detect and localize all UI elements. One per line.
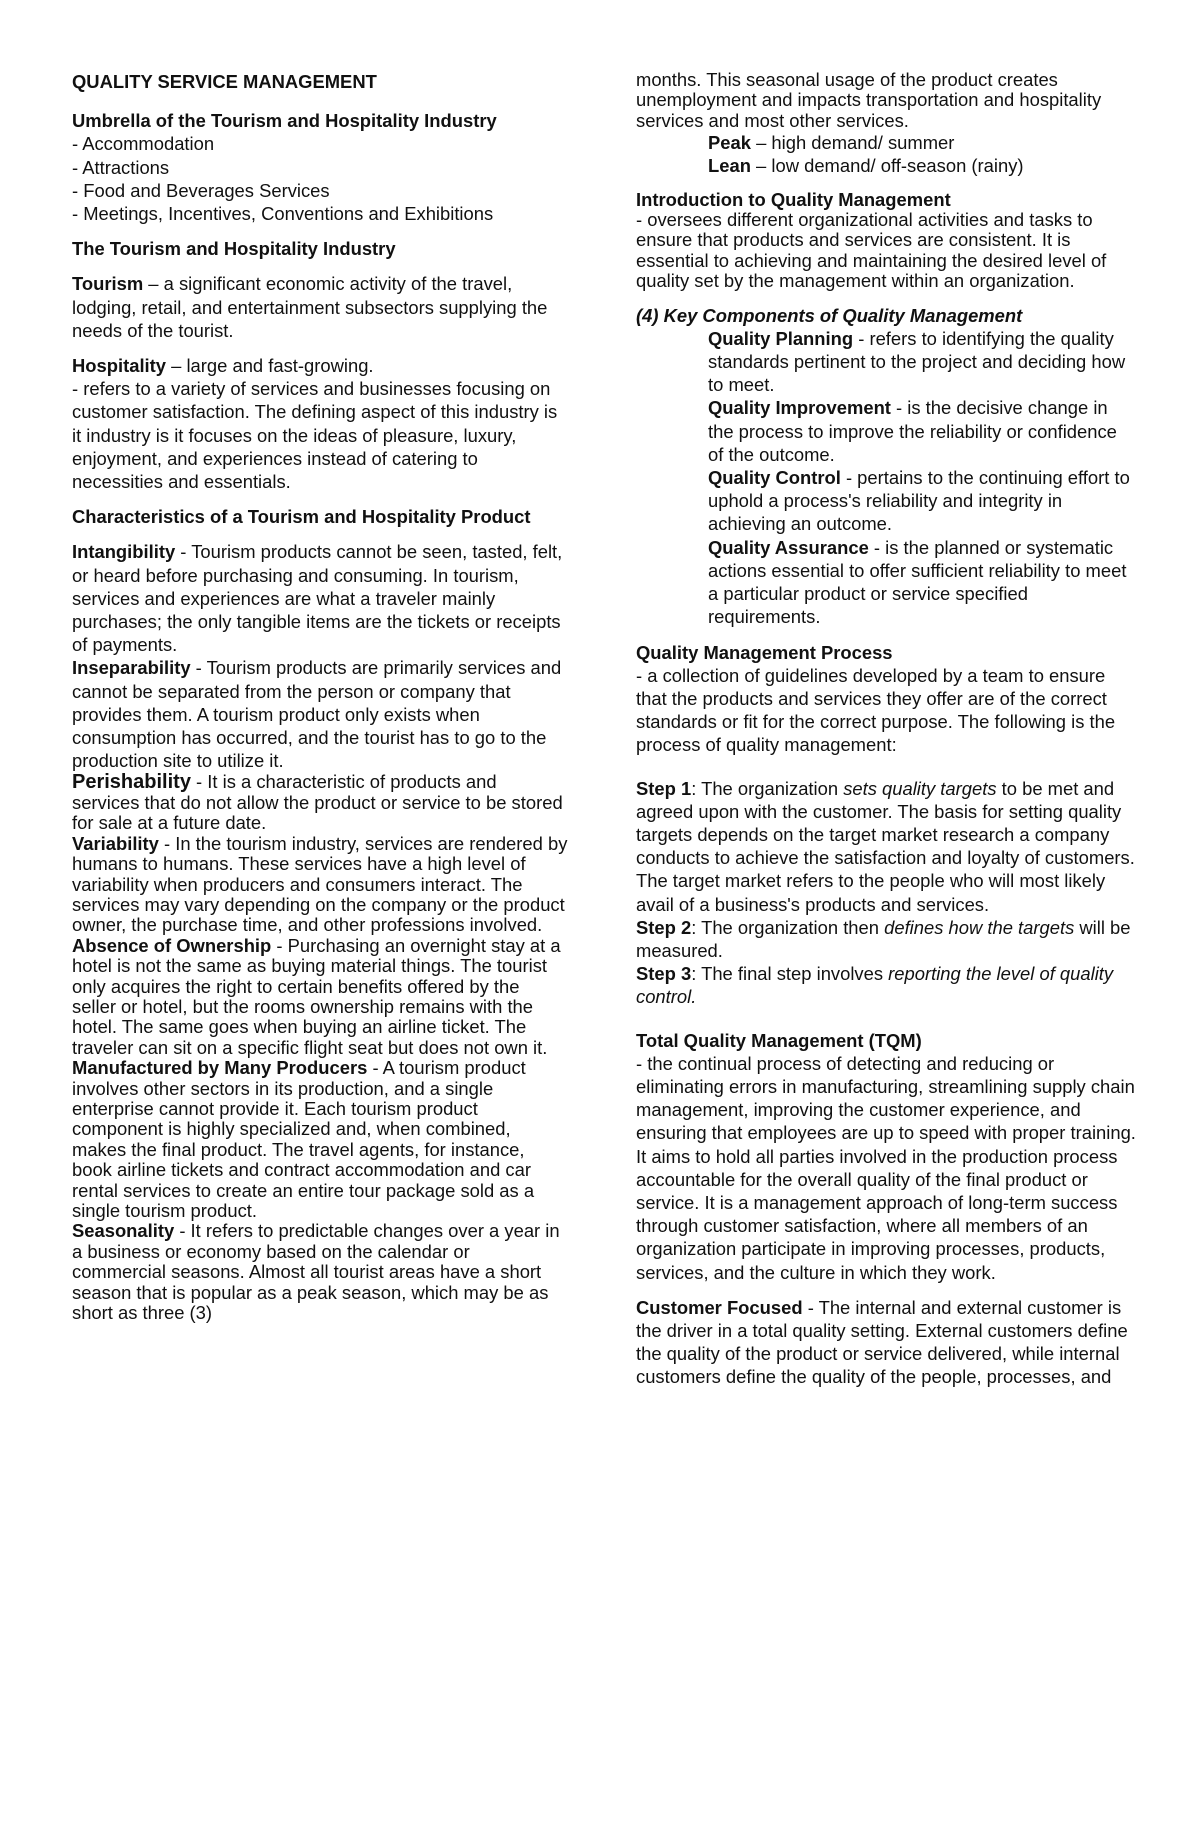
characteristic-text: - Tourism products cannot be seen, tasted, felt, or heard before purchasing and consuming. In tourism, services and experiences are what a traveler mainly purchases; the only tangible items are the tickets or receipts of payments. (72, 541, 563, 656)
characteristic-text: - In the tourism industry, services are rendered by humans to humans. These services have a high level of variability when producers and consumers interact. The services may vary depending on the company or the product owner, the purchase time, and other professions involved. (72, 832, 568, 936)
step-text: : The final step involves (691, 963, 889, 985)
component-text: - pertains to the continuing effort to uphold a process's reliability and integrity in achieving an outcome. (708, 467, 1130, 535)
characteristic-intangibility (72, 540, 568, 656)
intro-text: - oversees different organizational activities and tasks to ensure that products and services are consistent. It is essential to achieving and maintaining the desired level of quality set by the management within an organization. (636, 209, 1107, 292)
umbrella-item: - Attractions (72, 156, 170, 178)
characteristic-text: - Tourism products are primarily services and cannot be separated from the person or company that provides them. A tourism product only exists when consumption has occurred, and the tourist has to go to the production site to utilize it. (72, 657, 562, 772)
process-step-3 (636, 962, 1136, 1008)
characteristic-term: Variability (72, 832, 159, 854)
component-quality-improvement (636, 396, 1136, 466)
lean-text: – low demand/ off-season (rainy) (750, 155, 1024, 177)
characteristic-text: - Purchasing an overnight stay at a hotel is not the same as buying material things. The tourist only acquires the right to certain benefits offered by the seller or hotel, but the rooms ownership remains with the hotel. The same goes when buying an airline ticket. The traveler can sit on a specific flight seat but does not own it. (72, 934, 561, 1058)
dense-block (636, 70, 1136, 131)
characteristic-many-producers (72, 1058, 568, 1221)
hospitality-text: – large and fast-growing. (166, 355, 374, 377)
component-text: - refers to identifying the quality standards pertinent to the project and deciding how to meet. (708, 327, 1126, 396)
characteristic-perishability (72, 772, 568, 833)
hospitality-description: - refers to a variety of services and businesses focusing on customer satisfaction. The defining aspect of this industry is it industry is it focuses on the ideas of pleasure, luxury, enjoyment, and experiences instead of catering to necessities and essentials. (72, 378, 558, 493)
step-emphasis: sets quality targets (843, 777, 997, 799)
hospitality-term: Hospitality (72, 355, 167, 377)
peak-text: – high demand/ summer (750, 132, 955, 154)
component-quality-control (636, 466, 1136, 536)
step-emphasis: defines how the targets (884, 916, 1075, 938)
characteristic-text: - It refers to predictable changes over a year in a business or economy based on the calendar or commercial seasons. Almost all tourist areas have a short season that is popular as a peak season, which may be as short as three (3) (72, 1220, 560, 1324)
component-text: - is the decisive change in the process to improve the reliability or confidence of the outcome. (708, 397, 1117, 465)
left-column (72, 70, 568, 1323)
hospitality-definition (72, 354, 568, 377)
peak-definition (636, 131, 1136, 154)
lean-term: Lean (708, 155, 751, 177)
document-title: QUALITY SERVICE MANAGEMENT (72, 71, 377, 92)
umbrella-item: - Accommodation (72, 133, 215, 155)
component-text: - is the planned or systematic actions essential to offer sufficient reliability to meet a particular product or service specified requirements. (708, 536, 1127, 628)
component-quality-planning (636, 327, 1136, 397)
tourism-text: – a significant economic activity of the travel, lodging, retail, and entertainment subsectors supplying the needs of the tourist. (72, 273, 548, 341)
step-text: to be met and agreed upon with the customer. The basis for setting quality targets depends on the target market research a company conducts to achieve the satisfaction and loyalty of customers. The target market refers to the people who will most likely avail of a business's products and services. (636, 777, 1135, 915)
step-label: Step 2 (636, 916, 692, 938)
characteristic-term: Manufactured by Many Producers (72, 1057, 368, 1079)
tqm-text: - the continual process of detecting and reducing or eliminating errors in manufacturing, streamlining supply chain management, improving the customer experience, and ensuring that employees are up to speed with proper training. It aims to hold all parties involved in the production process accountable for the overall quality of the final product or service. It is a management approach of long-term success through customer satisfaction, where all members of an organization participate in improving processes, products, services, and the culture in which they work. (636, 1052, 1136, 1283)
characteristic-variability (72, 834, 568, 936)
intro-heading: Introduction to Quality Management (636, 188, 951, 210)
characteristic-term: Perishability (72, 771, 191, 794)
step-text: : The organization (691, 777, 844, 799)
characteristics-heading: Characteristics of a Tourism and Hospitality Product (72, 506, 531, 528)
component-term: Quality Improvement (708, 397, 891, 419)
peak-term: Peak (708, 132, 751, 154)
characteristic-inseparability (72, 656, 568, 772)
step-text: : The organization then (691, 916, 885, 938)
tqm-heading: Total Quality Management (TQM) (636, 1029, 922, 1051)
step-label: Step 3 (636, 963, 692, 985)
customer-focused (636, 1296, 1136, 1389)
lean-definition (636, 154, 1136, 177)
characteristic-term: Absence of Ownership (72, 934, 272, 956)
components-heading: (4) Key Components of Quality Management (636, 304, 1023, 326)
step-emphasis: reporting the level of quality control. (636, 963, 1114, 1008)
industry-heading: The Tourism and Hospitality Industry (72, 238, 396, 260)
characteristic-seasonality (72, 1221, 568, 1323)
characteristic-term: Intangibility (72, 541, 176, 563)
tourism-term: Tourism (72, 273, 144, 295)
component-term: Quality Control (708, 467, 841, 489)
process-text: - a collection of guidelines developed by a team to ensure that the products and services they offer are of the correct standards or fit for the correct purpose. The following is the process of quality management: (636, 664, 1116, 756)
characteristic-term: Inseparability (72, 657, 191, 679)
umbrella-item: - Meetings, Incentives, Conventions and Exhibitions (72, 203, 494, 225)
umbrella-heading: Umbrella of the Tourism and Hospitality Industry (72, 110, 497, 132)
customer-focused-term: Customer Focused (636, 1296, 803, 1318)
component-term: Quality Assurance (708, 536, 869, 558)
tourism-definition (72, 272, 568, 342)
component-quality-assurance (636, 536, 1136, 629)
characteristic-absence-of-ownership (72, 936, 568, 1058)
dense-block (72, 772, 568, 1323)
process-step-2 (636, 916, 1136, 962)
characteristic-text: - It is a characteristic of products and services that do not allow the product or service to be stored for sale at a future date. (72, 771, 563, 834)
step-label: Step 1 (636, 777, 692, 799)
component-term: Quality Planning (708, 327, 854, 349)
umbrella-item: - Food and Beverages Services (72, 179, 330, 201)
characteristic-text: - A tourism product involves other sectors in its production, and a single enterprise cannot provide it. Each tourism product component is highly specialized and, when combined, makes the final product. The travel agents, for instance, book airline tickets and contract accommodation and car rental services to create an entire tour package sold as a single tourism product. (72, 1057, 535, 1222)
step-text: will be measured. (636, 916, 1131, 961)
seasonality-continuation: months. This seasonal usage of the product creates unemployment and impacts transportation and hospitality services and most other services. (636, 69, 1102, 131)
process-step-1 (636, 777, 1136, 916)
right-column (636, 70, 1136, 1389)
characteristic-term: Seasonality (72, 1220, 175, 1242)
customer-focused-text: - The internal and external customer is the driver in a total quality setting. External customers define the quality of the product or service delivered, while internal customers define the quality of the people, processes, and (636, 1296, 1128, 1388)
process-heading: Quality Management Process (636, 641, 893, 663)
dense-block (636, 190, 1136, 292)
